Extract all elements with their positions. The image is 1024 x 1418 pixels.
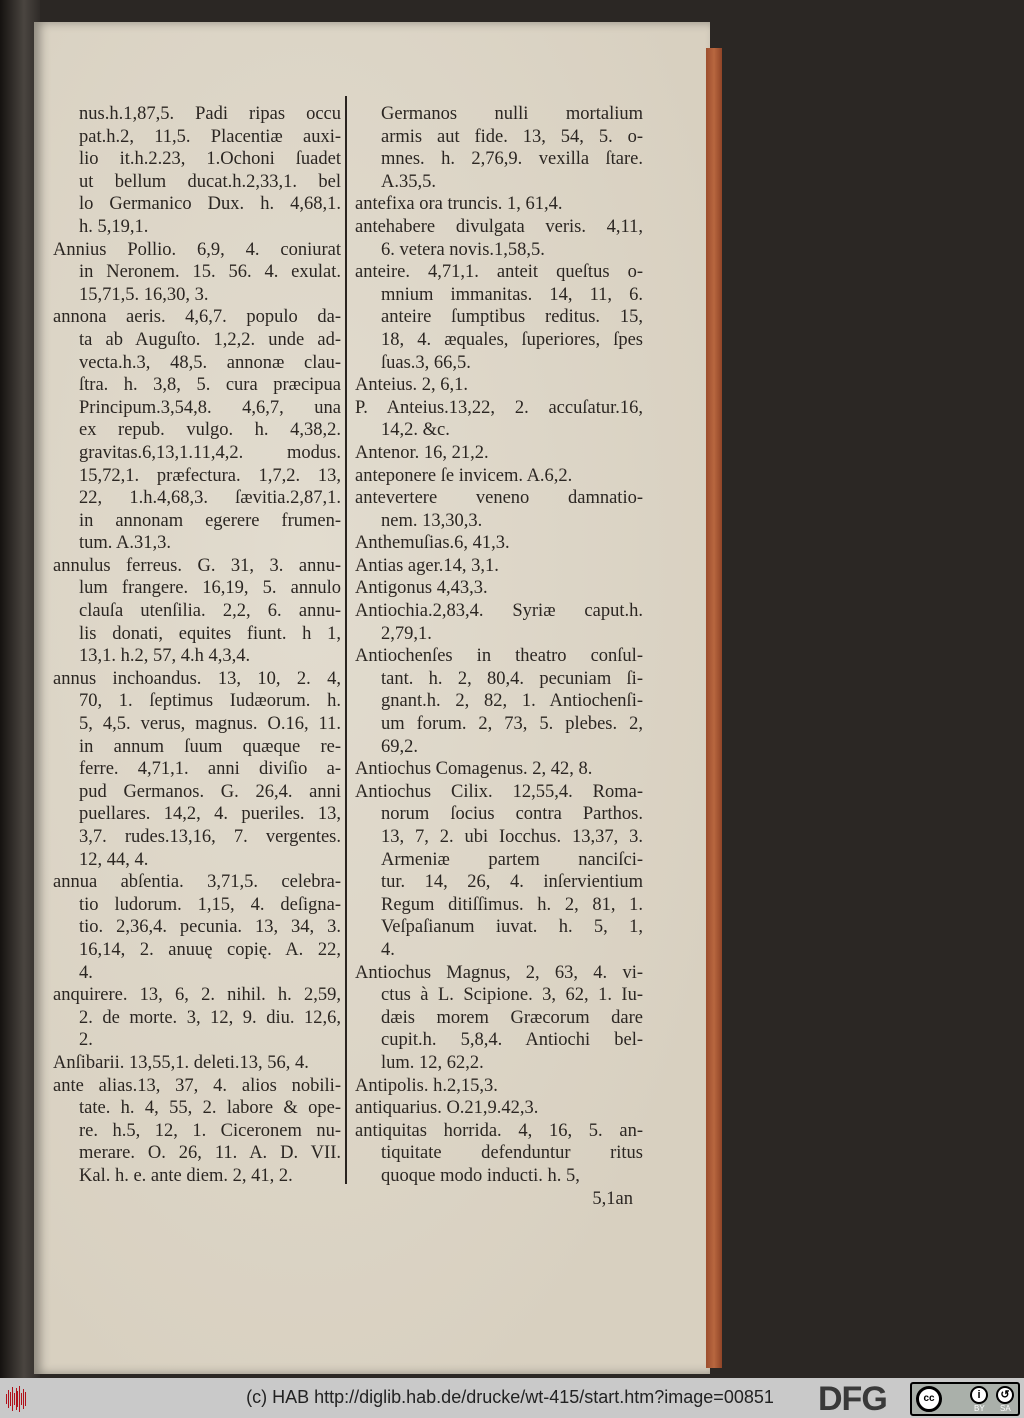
entry-line: 6. vetera novis.1,58,5. xyxy=(381,239,545,260)
entry-line: ſtra. h. 3,8, 5. cura præcipua xyxy=(79,375,341,396)
sa-label: SA xyxy=(1000,1404,1011,1413)
entry-line: dæis morem Græcorum dare xyxy=(381,1007,643,1028)
entry-headline: Anthemuſias.6, 41,3. xyxy=(355,533,510,554)
entry-line: um forum. 2, 73, 5. plebes. 2, xyxy=(381,714,643,735)
index-entry xyxy=(355,758,643,781)
index-entry xyxy=(355,374,643,397)
entry-line: quoque modo inducti. h. 5, xyxy=(381,1165,580,1186)
index-entry xyxy=(355,442,643,465)
entry-line: in Neronem. 15. 56. 4. exulat. xyxy=(79,262,341,283)
index-entry xyxy=(53,1052,341,1075)
index-entry xyxy=(355,600,643,645)
entry-line: tate. h. 4, 55, 2. labore & ope- xyxy=(79,1098,341,1119)
entry-headline: Antipolis. h.2,15,3. xyxy=(355,1075,498,1096)
entry-headline: Antiochia.2,83,4. Syriæ caput.h. xyxy=(355,601,643,622)
entry-line: tio. 2,36,4. pecunia. 13, 34, 3. xyxy=(79,917,341,938)
entry-line: 5, 4,5. verus, magnus. O.16, 11. xyxy=(79,714,341,735)
entry-line: 70, 1. ſeptimus Iudæorum. h. xyxy=(79,691,341,712)
entry-headline: antefixa ora truncis. 1, 61,4. xyxy=(355,194,563,215)
entry-line: in annum ſuum quæque re- xyxy=(79,736,341,757)
index-entry xyxy=(355,397,643,442)
index-entry xyxy=(355,487,643,532)
entry-headline: Antias ager.14, 3,1. xyxy=(355,555,499,576)
entry-headline: Antiochenſes in theatro conſul- xyxy=(355,646,643,667)
entry-line: ex repub. vulgo. h. 4,38,2. xyxy=(79,420,341,441)
entry-headline: annona aeris. 4,6,7. populo da- xyxy=(53,307,341,328)
entry-line: h. 5,19,1. xyxy=(79,216,149,237)
entry-line: 14,2. &c. xyxy=(381,420,450,441)
entry-line: 2,79,1. xyxy=(381,623,432,644)
index-entry xyxy=(355,1120,643,1188)
entry-headline: annua abſentia. 3,71,5. celebra- xyxy=(53,872,341,893)
entry-line: Armeniæ partem nanciſci- xyxy=(381,849,643,870)
entry-line: mnes. h. 2,76,9. vexilla ſtare. xyxy=(381,149,643,170)
index-entry xyxy=(355,532,643,555)
index-entry xyxy=(355,1097,643,1120)
entry-headline: P. Anteius.13,22, 2. accuſatur.16, xyxy=(355,397,643,418)
entry-line: ſuas.3, 66,5. xyxy=(381,352,471,373)
entry-line: ctus à L. Scipione. 3, 62, 1. Iu- xyxy=(381,985,643,1006)
entry-line: 4. xyxy=(381,939,395,960)
entry-line: 15,72,1. præfectura. 1,7,2. 13, xyxy=(79,465,341,486)
entry-line: Principum.3,54,8. 4,6,7, una xyxy=(79,397,341,418)
entry-line: mnium immanitas. 14, 11, 6. xyxy=(381,284,643,305)
entry-line: 12, 44, 4. xyxy=(79,849,149,870)
entry-headline: anteponere ſe invicem. A.6,2. xyxy=(355,465,573,486)
entry-line: Veſpaſianum iuvat. h. 5, 1, xyxy=(381,917,643,938)
entry-line: tio ludorum. 1,15, 4. deſigna- xyxy=(79,894,341,915)
index-entry xyxy=(53,103,341,239)
entry-line: ut bellum ducat.h.2,33,1. bel xyxy=(79,171,341,192)
index-entry xyxy=(355,781,643,962)
entry-line: merare. O. 26, 11. A. D. VII. xyxy=(79,1143,341,1164)
index-entry xyxy=(355,261,643,374)
footer-bar xyxy=(0,1378,1024,1418)
entry-line: pud Germanos. G. 26,4. anni xyxy=(79,781,341,802)
index-entry xyxy=(53,984,341,1052)
entry-headline: Annius Pollio. 6,9, 4. coniurat xyxy=(53,239,341,260)
index-entry xyxy=(53,668,341,871)
entry-line: Regum ditiſſimus. h. 2, 81, 1. xyxy=(381,894,643,915)
entry-line: 2. xyxy=(79,1030,93,1051)
index-entry xyxy=(53,871,341,984)
index-entry xyxy=(355,555,643,578)
entry-line: gravitas.6,13,1.11,4,2. modus. xyxy=(79,442,341,463)
index-entry xyxy=(355,103,643,193)
catchword: 5,1an xyxy=(592,1188,633,1209)
entry-line: gnant.h. 2, 82, 1. Antiochenſi- xyxy=(381,691,643,712)
entry-headline: ante alias.13, 37, 4. alios nobili- xyxy=(53,1075,341,1096)
entry-line: 18, 4. æquales, ſuperiores, ſpes xyxy=(381,329,643,350)
entry-line: 15,71,5. 16,30, 3. xyxy=(79,284,209,305)
entry-line: puellares. 14,2, 4. pueriles. 13, xyxy=(79,804,341,825)
index-column-left xyxy=(53,103,341,1188)
entry-headline: Anſibarii. 13,55,1. deleti.13, 56, 4. xyxy=(53,1052,309,1073)
entry-line: 3,7. rudes.13,16, 7. vergentes. xyxy=(79,827,341,847)
entry-headline: Antiochus Magnus, 2, 63, 4. vi- xyxy=(355,962,643,983)
entry-headline: Antenor. 16, 21,2. xyxy=(355,442,489,463)
index-entry xyxy=(355,465,643,488)
column-divider xyxy=(345,96,347,1184)
entry-line: armis aut fide. 13, 54, 5. o- xyxy=(381,126,643,147)
by-label: BY xyxy=(974,1404,985,1413)
index-entry xyxy=(355,962,643,1075)
entry-headline: Antiochus Cilix. 12,55,4. Roma- xyxy=(355,781,643,802)
entry-line: lis donati, equites fiunt. h 1, xyxy=(79,623,341,644)
entry-line: A.35,5. xyxy=(381,171,436,192)
dfg-logo: DFG xyxy=(818,1380,887,1418)
entry-headline: Antigonus 4,43,3. xyxy=(355,578,488,599)
cc-license-badge[interactable] xyxy=(910,1382,1020,1416)
entry-line: lo Germanico Dux. h. 4,68,1. xyxy=(79,194,341,215)
entry-headline: anteire. 4,71,1. anteit queſtus o- xyxy=(355,262,643,283)
entry-line: ferre. 4,71,1. anni diviſio a- xyxy=(79,759,341,780)
entry-line: pat.h.2, 11,5. Placentiæ auxi- xyxy=(79,126,341,147)
entry-line: lum frangere. 16,19, 5. annulo xyxy=(79,578,341,599)
entry-line: norum ſocius contra Parthos. xyxy=(381,804,643,825)
entry-headline: antiquitas horrida. 4, 16, 5. an- xyxy=(355,1120,643,1141)
entry-line: ta ab Auguſto. 1,2,2. unde ad- xyxy=(79,329,341,350)
entry-line: in annonam egerere frumen- xyxy=(79,510,341,531)
entry-line: cupit.h. 5,8,4. Antiochi bel- xyxy=(381,1030,643,1051)
entry-line: 13, 7, 2. ubi Iocchus. 13,37, 3. xyxy=(381,827,643,847)
entry-line: vecta.h.3, 48,5. annonæ clau- xyxy=(79,352,341,373)
entry-headline: Antiochus Comagenus. 2, 42, 8. xyxy=(355,759,593,780)
entry-line: 69,2. xyxy=(381,736,418,757)
index-column-right xyxy=(355,103,643,1210)
index-entry xyxy=(355,1075,643,1098)
entry-line: tum. A.31,3. xyxy=(79,533,171,554)
entry-line: 13,1. h.2, 57, 4.h 4,3,4. xyxy=(79,646,251,667)
entry-line: tur. 14, 26, 4. inſervientium xyxy=(381,872,643,893)
entry-line: 2. de morte. 3, 12, 9. diu. 12,6, xyxy=(79,1007,341,1028)
entry-line: Kal. h. e. ante diem. 2, 41, 2. xyxy=(79,1165,293,1186)
entry-headline: Anteius. 2, 6,1. xyxy=(355,375,469,396)
entry-line: 4. xyxy=(79,962,93,983)
entry-headline: antehabere divulgata veris. 4,11, xyxy=(355,216,643,237)
entry-line: tiquitate defenduntur ritus xyxy=(381,1143,643,1164)
hab-logo-icon xyxy=(6,1386,26,1412)
footer-credit-link[interactable]: (c) HAB http://diglib.hab.de/drucke/wt-415/start.htm?image=00851 xyxy=(246,1387,774,1407)
sa-icon: ↺ xyxy=(996,1386,1014,1404)
entry-line: lio it.h.2.23, 1.Ochoni ſuadet xyxy=(79,149,341,170)
page-edge xyxy=(706,48,722,1368)
entry-line: lum. 12, 62,2. xyxy=(381,1052,484,1073)
index-entry xyxy=(53,306,341,555)
entry-line: nus.h.1,87,5. Padi ripas occu xyxy=(79,104,341,124)
entry-line: nem. 13,30,3. xyxy=(381,510,483,531)
index-entry xyxy=(355,577,643,600)
index-entry xyxy=(53,1075,341,1188)
cc-icon: cc xyxy=(916,1386,942,1412)
entry-line: anteire ſumptibus reditus. 15, xyxy=(381,307,643,328)
entry-headline: antiquarius. O.21,9.42,3. xyxy=(355,1098,539,1119)
index-entry xyxy=(53,555,341,668)
by-icon: i xyxy=(970,1386,988,1404)
entry-headline: anquirere. 13, 6, 2. nihil. h. 2,59, xyxy=(53,985,341,1006)
entry-line: 16,14, 2. anuuę copię. A. 22, xyxy=(79,939,341,960)
entry-line: tant. h. 2, 80,4. pecuniam ſi- xyxy=(381,668,643,689)
entry-headline: annulus ferreus. G. 31, 3. annu- xyxy=(53,555,341,576)
index-entry xyxy=(355,645,643,758)
index-entry xyxy=(355,193,643,216)
entry-headline: antevertere veneno damnatio- xyxy=(355,488,643,509)
index-entry xyxy=(53,239,341,307)
entry-line: re. h.5, 12, 1. Ciceronem nu- xyxy=(79,1120,341,1141)
entry-headline: annus inchoandus. 13, 10, 2. 4, xyxy=(53,668,341,689)
index-entry xyxy=(355,216,643,261)
entry-line: Germanos nulli mortalium xyxy=(381,104,643,124)
entry-line: 22, 1.h.4,68,3. ſævitia.2,87,1. xyxy=(79,488,341,509)
entry-line: clauſa utenſilia. 2,2, 6. annu- xyxy=(79,601,341,622)
